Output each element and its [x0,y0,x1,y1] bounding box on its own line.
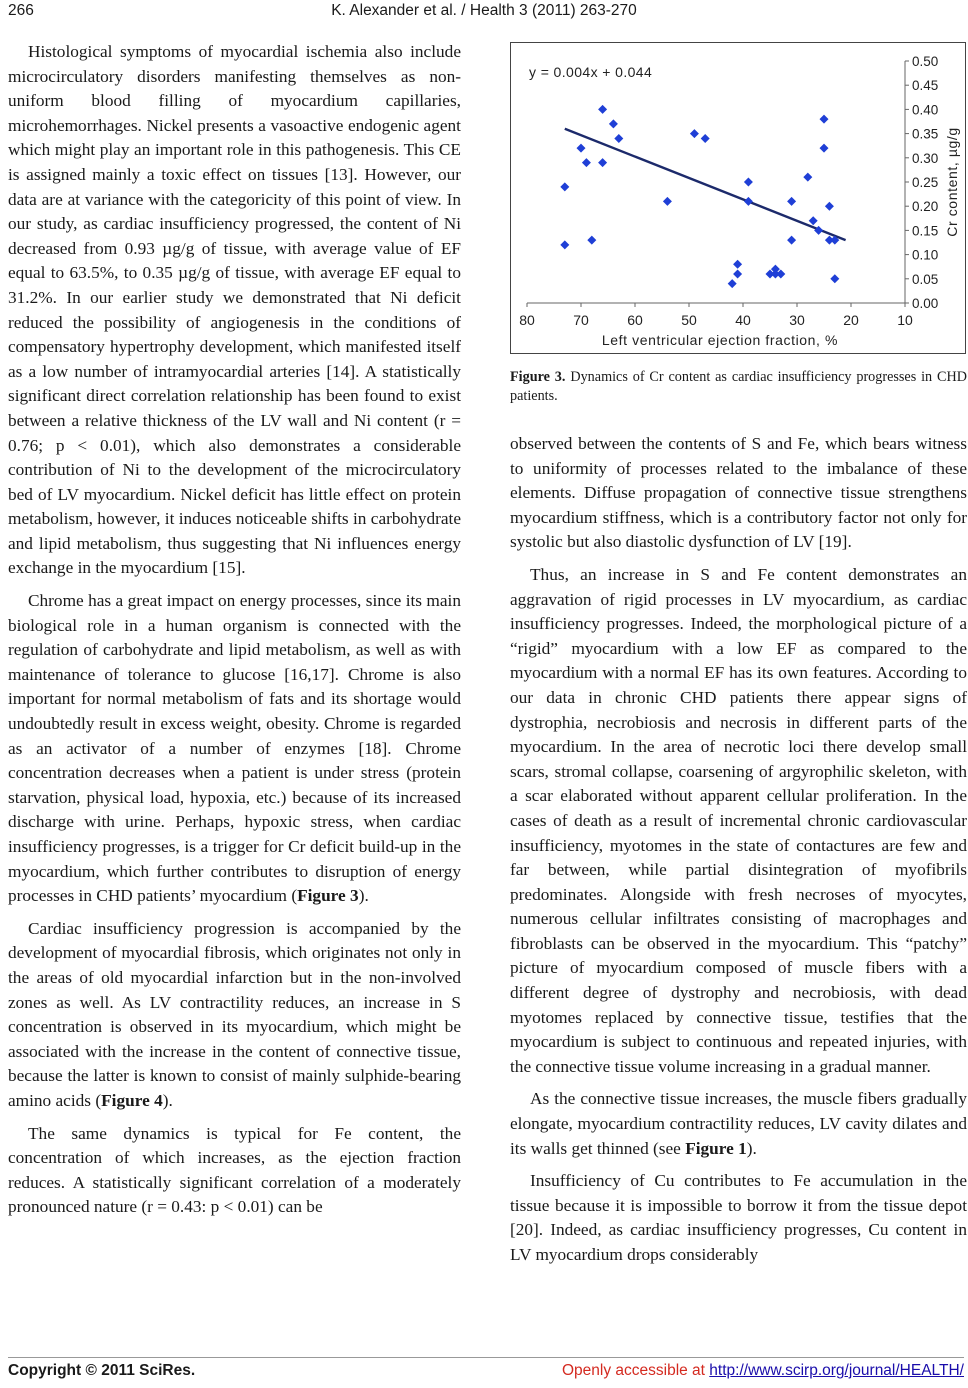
data-point [803,173,812,182]
data-points [560,105,839,288]
x-tick-label: 60 [627,312,643,328]
caption-label: Figure 3. [510,369,566,385]
figure-1-reference[interactable]: Figure 1 [685,1138,747,1158]
x-tick-label: 70 [573,312,589,328]
y-tick-label: 0.25 [912,175,939,190]
x-tick-label: 20 [843,312,859,328]
paragraph-text: As the connective tissue increases, the muscle fibers gradually elongate, myocardium contractility reduces, LV cavity dilates and its walls get thinned (see [510,1089,967,1158]
data-point [820,144,829,153]
closing-paren: ). [746,1138,757,1158]
y-tick-label: 0.20 [912,199,939,215]
footer-rule [8,1357,964,1358]
data-point [787,197,796,206]
caption-text: Dynamics of Cr content as cardiac insufficiency progresses in CHD patients. [510,369,967,404]
figure-caption [510,368,967,406]
x-tick-label: 50 [681,312,697,328]
y-tick-label: 0.50 [912,54,939,69]
data-point [582,158,591,167]
closing-paren: ). [162,1090,173,1110]
data-point [728,279,737,288]
chart-labels [519,54,960,348]
figure-4-reference[interactable]: Figure 4 [101,1090,163,1110]
scatter-chart [511,43,965,353]
x-axis-label: Left ventricular ejection fraction, % [601,332,839,348]
x-tick-label: 10 [897,312,913,328]
data-point [733,269,742,278]
axes [527,61,909,307]
y-tick-label: 0.30 [912,150,939,166]
y-tick-label: 0.35 [912,126,939,142]
y-tick-label: 0.00 [912,296,939,311]
data-point [560,182,569,191]
y-tick-label: 0.05 [912,271,939,287]
paragraph-text: Chrome has a great impact on energy processes, since its main biological role in a human organism is connected with the regulation of carbohydrate and lipid metabolism, as well as with maintenance of tolerance to glucose [16,17]. Chrome is also important for normal metabolism of fats and its shortage would undoubtedly result in excess weight, obesity. Chrome is regarded as an activator of a number of enzymes [18]. Chrome concentration decreases when a patient is under stress (protein starvation, physical load, hypoxia, etc.) because of its increased discharge with urine. Perhaps, hypoxic stress, when cardiac insufficiency progresses, is a trigger for Cr deficit build-up in the myocardium, which further contributes to disruption of energy processes in CHD patients’ myocardium ( [8,591,461,906]
y-tick-label: 0.10 [912,247,939,263]
data-point [598,105,607,114]
data-point [690,129,699,138]
paragraph: Insufficiency of Cu contributes to Fe accumulation in the tissue because it is impossible to borrow it from the tissue depot [20]. Indeed, as cardiac insufficiency progresses, Cu content in LV myocardium drops considerably [510,1171,967,1264]
y-tick-label: 0.45 [912,78,939,94]
trendline-equation: y = 0.004x + 0.044 [529,64,653,80]
trendline-line [565,129,846,240]
closing-paren: ). [358,886,369,906]
data-point [733,260,742,269]
data-point [663,197,672,206]
journal-link[interactable]: http://www.scirp.org/journal/HEALTH/ [709,1362,964,1379]
data-point [744,197,753,206]
data-point [701,134,710,143]
data-point [809,216,818,225]
data-point [830,274,839,283]
data-point [744,178,753,187]
page-footer [8,1362,964,1382]
data-point [598,158,607,167]
data-point [820,115,829,124]
x-tick-label: 30 [789,312,805,328]
data-point [577,144,586,153]
data-point [614,134,623,143]
data-point [609,119,618,128]
right-column [510,432,967,1276]
copyright: Copyright © 2011 SciRes. [8,1362,196,1379]
x-tick-label: 80 [519,312,535,328]
page-header [8,2,960,24]
y-tick-label: 0.40 [912,102,939,118]
paragraph: Thus, an increase in S and Fe content demonstrates an aggravation of rigid processes in LV myocardium, as cardiac insufficiency progresses. Indeed, the morphological picture of a “rigid” myocardium with a low EF as compared to the myocardium with a normal EF has its own features. According to our data in chronic CHD patients there appear signs of dystrophia, necrobiosis and necrosis in different parts of the myocardium. In the area of necrotic loci there develop small scars, stromal collapse, coarsening of argyrophilic skeleton, with a scar elaborated without apparent cellular proliferation. In the cases of death as a result of incremental chronic cardiovascular insufficiency, myotomes in the state of contactures are few and far between, while partial disintegration of myofibrils predominates. Alongside with fresh necroses of myocytes, numerous cellular infiltrates consisting of macrophages and fibroblasts can be observed in the myocardium. This “patchy” picture of myocardium composed of muscle fibers with a different degree of dystrophy and necrobiosis, with dead myotomes replaced by connective tissue, testifies that the myocardium is subject to continuous and repeated injuries, with the connective tissue volume increasing in a gradual manner. [510,564,967,1076]
paragraph-text: Cardiac insufficiency progression is accompanied by the development of myocardial fibrosis, which originates not only in the areas of old myocardial infarction but in the non-involved zones as well. As LV contractility reduces, an increase in S concentration is observed in its myocardium, which might be associated with the increase in the content of connective tissue, because the latter is known to consist of mainly sulphide-bearing amino acids ( [8,918,461,1110]
open-access-note [562,1362,964,1380]
y-axis-label: Cr content, µg/g [944,127,960,237]
paragraph: observed between the contents of S and Fe, which bears witness to uniformity of processes related to the imbalance of these elements. Diffuse propagation of connective tissue strengthens myocardium stiffness, which is a contributory factor not only for systolic but also diastolic dysfunction of LV [19]. [510,434,967,552]
figure-3 [510,42,966,354]
paragraph [510,1087,967,1161]
x-tick-label: 40 [735,312,751,328]
trendline [565,129,846,240]
open-access-prefix: Openly accessible at [561,1362,710,1379]
left-column [8,40,461,1228]
paragraph [8,589,461,909]
data-point [825,202,834,211]
running-title: K. Alexander et al. / Health 3 (2011) 263-270 [331,2,637,19]
data-point [787,236,796,245]
paragraph: The same dynamics is typical for Fe content, the concentration of which increases, as the ejection fraction reduces. A statistically significant correlation of a moderately pronounced nature (r = 0.43: p < 0.01) can be [8,1123,461,1217]
y-tick-label: 0.15 [912,223,939,239]
paragraph [8,917,461,1114]
data-point [587,236,596,245]
page-number: 266 [8,2,34,19]
figure-3-reference[interactable]: Figure 3 [297,886,359,906]
paragraph: Histological symptoms of myocardial ischemia also include microcirculatory disorders manifesting themselves as non-uniform blood filling of myocardium capillaries, microhemorrhages. Nickel presents a vasoactive endogenic agent which might play an important role in this pathogenesis. This CE is assigned mainly a toxic effect on tissues [13]. However, our data are at variance with the categoricity of this point of view. In our study, as cardiac insufficiency progressed, the content of Ni decreased from 0.93 µg/g of tissue, with average value of EF equal to 63.5%, to 0.35 µg/g of tissue, with average EF equal to 31.2%. In our earlier study we demonstrated that Ni deficit reduced the possibility of angiogenesis in the conditions of compensatory hypertrophy development, which manifested itself as a low number of intramyocardial arteries [14]. A statistically significant direct correlation relationship has been found to exist between a relative thickness of the LV wall and Ni content (r = 0.76; p < 0.01), which also demonstrates a considerable contribution of Ni to the development of the microcirculatory bed of LV myocardium. Nickel deficit has little effect on protein metabolism, however, it induces noticeable shifts in carbohydrate and lipid metabolism, thus suggesting that Ni influences energy exchange in the myocardium [15]. [8,42,461,578]
data-point [560,240,569,249]
